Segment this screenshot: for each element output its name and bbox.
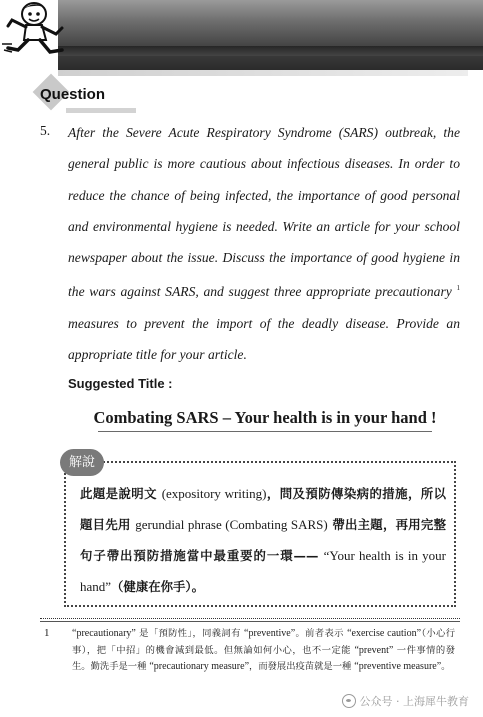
footnote-text — [72, 626, 455, 676]
exp-part-4: （健康在你手）。 — [111, 579, 204, 594]
exp-part-2-en: gerundial phrase (Combating SARS) — [135, 517, 328, 532]
header-banner-shadow — [58, 70, 468, 76]
fn-en-3: “exercise caution” — [347, 628, 422, 639]
question-label: Question — [40, 86, 106, 103]
fn-5: ，而發展出疫苗就是一種 — [249, 661, 355, 672]
suggested-title-label: Suggested Title : — [68, 376, 173, 391]
running-mascot-icon — [0, 0, 72, 62]
watermark-text: 公众号 · 上海犀牛教育 — [359, 695, 469, 708]
exp-part-2: ，問及預防傳染病的措施，所以題目先用 — [80, 486, 446, 532]
question-text-end: measures to prevent the import of the deadly disease. Provide an appropriate title for your article. — [68, 315, 460, 363]
question-text — [68, 117, 460, 370]
exp-part-1-en: (expository writing) — [161, 486, 267, 501]
fn-1: 是「預防性」，同義詞有 — [135, 628, 245, 639]
question-number: 5. — [40, 123, 51, 138]
footnote-number: 1 — [44, 627, 50, 639]
heading-underline — [66, 108, 136, 113]
fn-en-4: “prevent” — [354, 644, 394, 656]
exp-part-3-en: “Your health is in your hand” — [80, 548, 446, 594]
footnote-marker: 1 — [456, 284, 460, 293]
header-banner — [58, 0, 483, 70]
exp-part-1: 此題是說明文 — [80, 486, 162, 501]
fn-en-2: “preventive” — [244, 628, 296, 639]
watermark — [342, 693, 470, 709]
explanation-text — [80, 478, 446, 602]
explanation-badge: 解說 — [60, 449, 104, 476]
title-underline — [98, 431, 432, 432]
fn-en-1: “precautionary” — [72, 628, 136, 639]
fn-en-6: “preventive measure” — [354, 661, 442, 672]
question-heading — [30, 78, 120, 114]
fn-4: 一件事情的發生。勤洗手是一種 — [72, 644, 455, 672]
suggested-title: Combating SARS – Your health is in your hand ! — [93, 408, 437, 427]
fn-3: （小心行事），把「中招」的機會減到最低。但無論如何小心，也不一定能 — [72, 628, 455, 656]
fn-en-5: “precautionary measure” — [149, 661, 250, 672]
exp-part-3: 帶出主題，再用完整句子帶出預防措施當中最重要的一環—— — [80, 517, 446, 563]
question-text-main: After the Severe Acute Respiratory Syndrome (SARS) outbreak, the general public is more cautious about infectious diseases. In order to reduce the chance of being infected, the importance of good personal and environmental hygiene is needed. Write an article for your school newspaper about the issue. Discuss the importance of good hygiene in the wars against SARS, and suggest three appropriate precautionary — [68, 125, 460, 300]
wechat-icon — [342, 694, 356, 708]
footnote-rule — [40, 621, 460, 622]
footnote-rule-dotted — [40, 618, 460, 619]
fn-2: 。前者表示 — [295, 628, 348, 639]
fn-6: 。 — [441, 661, 451, 672]
